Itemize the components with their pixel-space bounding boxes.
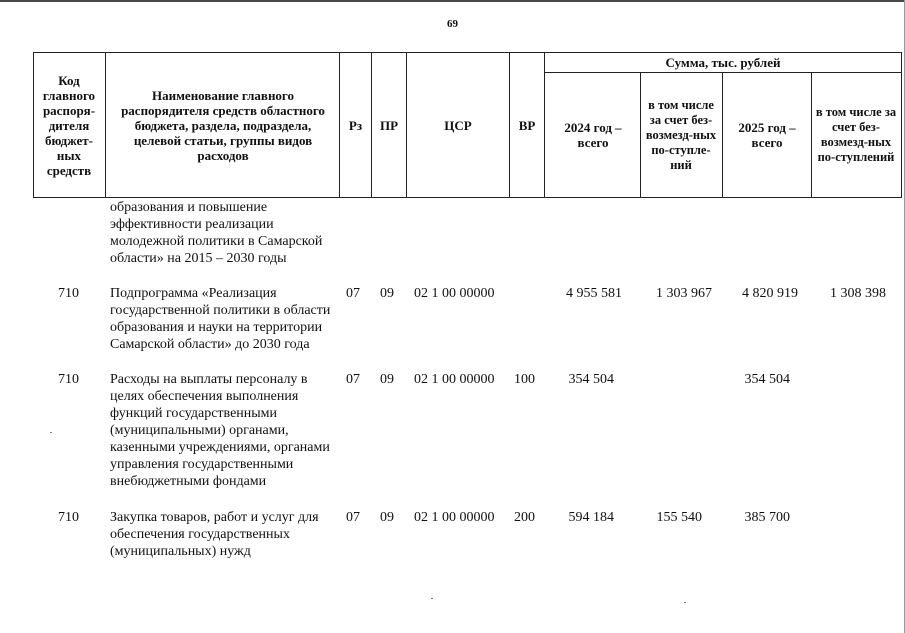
row-2024-total: 4 955 581 bbox=[566, 286, 622, 301]
row-code: 710 bbox=[58, 286, 79, 301]
row-name: Подпрограмма «Реализация государственной политики в области образования и науки на территории Самарской области» до 2030 года bbox=[110, 286, 331, 352]
row-2024-free: 1 303 967 bbox=[656, 286, 712, 301]
header-name: Наименование главного распорядителя средств областного бюджета, раздела, подраздела, целевой статьи, группы видов расходов bbox=[121, 87, 325, 163]
row-2025-total: 385 700 bbox=[744, 510, 790, 525]
row-2025-total: 354 504 bbox=[744, 372, 790, 387]
row-rz: 07 bbox=[346, 286, 360, 301]
header-pr: ПР bbox=[379, 117, 399, 133]
row-pr: 09 bbox=[380, 510, 394, 525]
row-2025-total: 4 820 919 bbox=[742, 286, 798, 301]
row-pr: 09 bbox=[380, 286, 394, 301]
row-2024-total: 594 184 bbox=[568, 510, 614, 525]
header-2025-total: 2025 год – всего bbox=[738, 120, 796, 150]
continuation-text: образования и повышение эффективности реализации молодежной политики в Самарской области» на 2015 – 2030 годы bbox=[110, 200, 323, 266]
row-vr: 100 bbox=[514, 372, 535, 387]
scan-speck bbox=[50, 432, 52, 433]
row-2025-free: 1 308 398 bbox=[830, 286, 886, 301]
row-rz: 07 bbox=[346, 372, 360, 387]
row-rz: 07 bbox=[346, 510, 360, 525]
scan-speck bbox=[684, 602, 686, 603]
header-vr: ВР bbox=[518, 117, 536, 133]
header-2024-total: 2024 год – всего bbox=[564, 120, 622, 150]
header-sum-title: Сумма, тыс. рублей bbox=[665, 55, 781, 70]
row-pr: 09 bbox=[380, 372, 394, 387]
row-2024-total: 354 504 bbox=[568, 372, 614, 387]
row-csr: 02 1 00 00000 bbox=[414, 286, 495, 301]
row-name: Расходы на выплаты персоналу в целях обеспечения выполнения функций государственными (муниципальными) органами, казенными учреждениями, органами управления государственными внебюджетными фондами bbox=[110, 372, 330, 489]
header-2024-free: в том числе за счет без-возмезд-ных по-ступле-ний bbox=[645, 97, 717, 172]
header-csr: ЦСР bbox=[444, 117, 472, 133]
row-name: Закупка товаров, работ и услуг для обеспечения государственных (муниципальных) нужд bbox=[110, 510, 319, 559]
header-2025-free: в том числе за счет без-возмезд-ных по-ступлений bbox=[815, 105, 897, 164]
row-csr: 02 1 00 00000 bbox=[414, 510, 495, 525]
scan-speck bbox=[431, 598, 433, 599]
page-number: 69 bbox=[447, 18, 458, 30]
row-code: 710 bbox=[58, 372, 79, 387]
page-top-edge bbox=[0, 0, 905, 2]
row-vr: 200 bbox=[514, 510, 535, 525]
header-rz: Рз bbox=[348, 117, 363, 133]
header-code: Код главного распоря-дителя бюджет-ных средств bbox=[42, 72, 96, 178]
row-csr: 02 1 00 00000 bbox=[414, 372, 495, 387]
row-2024-free: 155 540 bbox=[656, 510, 702, 525]
row-code: 710 bbox=[58, 510, 79, 525]
